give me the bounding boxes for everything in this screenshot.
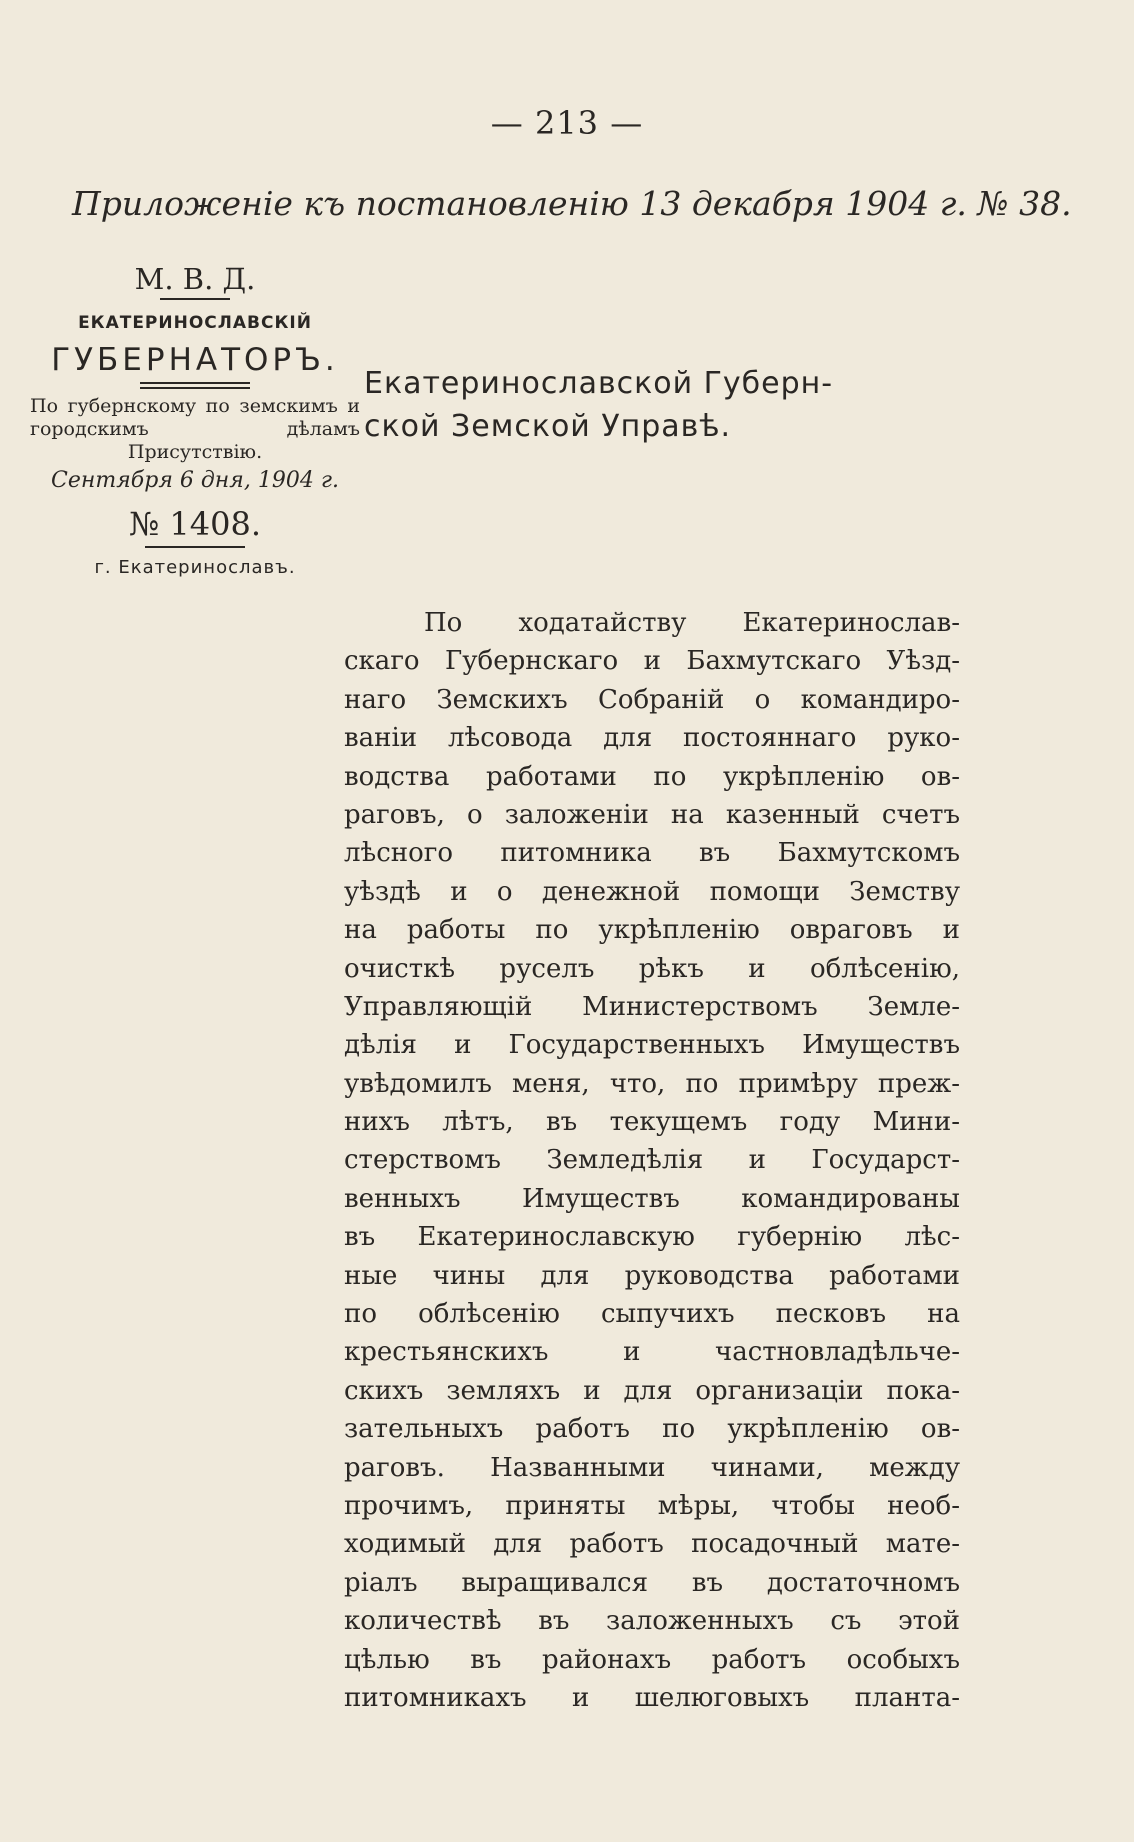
body-line: нихъ лѣтъ, въ текущемъ году Мини- — [344, 1107, 960, 1138]
body-line: зательныхъ работъ по укрѣпленію ов- — [344, 1414, 960, 1445]
addressee-line: Екатеринославской Губерн- — [364, 366, 834, 401]
body-line: скаго Губернскаго и Бахмутскаго Уѣзд- — [344, 646, 960, 677]
body-line: по облѣсенію сыпучихъ песковъ на — [344, 1299, 960, 1330]
body-line: ваніи лѣсовода для постояннаго руко- — [344, 723, 960, 754]
governor-city: ЕКАТЕРИНОСЛАВСКІЙ — [78, 313, 312, 333]
governor-title: ГУБЕРНАТОРЪ. — [51, 342, 339, 378]
letterhead — [30, 262, 360, 580]
body-line: скихъ земляхъ и для организаціи пока- — [344, 1375, 960, 1406]
body-line: лѣсного питомника въ Бахмутскомъ — [344, 838, 960, 869]
body-line: наго Земскихъ Собраній о командиро- — [344, 684, 960, 715]
letter-body — [344, 604, 960, 1717]
body-line: на работы по укрѣпленію овраговъ и — [344, 915, 960, 946]
body-line: цѣлью въ районахъ работъ особыхъ — [344, 1644, 960, 1675]
governor-double-rule — [140, 382, 250, 389]
letter-number: № 1408. — [128, 505, 262, 543]
body-line: въ Екатеринославскую губернію лѣс- — [344, 1222, 960, 1253]
appendix-title: Приложеніе къ постановленію 13 декабря 1904 г. № 38. — [72, 184, 1072, 223]
body-line: ходимый для работъ посадочный мате- — [344, 1529, 960, 1560]
body-line: По ходатайству Екатеринослав- — [424, 608, 960, 638]
number-rule — [145, 546, 245, 548]
body-line: уѣздѣ и о денежной помощи Земству — [344, 876, 960, 907]
department-name: По губернскому по земскимъ и городскимъ дѣламъ Присутствію. — [30, 395, 360, 463]
body-line: Управляющій Министерствомъ Земле- — [344, 991, 960, 1022]
letter-date: Сентября 6 дня, 1904 г. — [51, 468, 339, 493]
body-line: дѣлія и Государственныхъ Имуществъ — [344, 1030, 960, 1061]
body-line: прочимъ, приняты мѣры, чтобы необ- — [344, 1490, 960, 1521]
letter-city: г. Екатеринославъ. — [94, 557, 296, 578]
body-line: очисткѣ руселъ рѣкъ и облѣсенію, — [344, 953, 960, 984]
body-line: ные чины для руководства работами — [344, 1260, 960, 1291]
addressee-line: ской Земской Управѣ. — [364, 409, 732, 444]
body-line: количествѣ въ заложенныхъ съ этой — [344, 1606, 960, 1637]
page-number: — 213 — — [490, 104, 644, 142]
ministry-abbreviation: М. В. Д. — [134, 262, 256, 296]
body-line: раговъ. Названными чинами, между — [344, 1452, 960, 1483]
body-line: крестьянскихъ и частновладѣльче- — [344, 1337, 960, 1368]
body-line: венныхъ Имуществъ командированы — [344, 1183, 960, 1214]
ministry-rule — [160, 298, 230, 300]
body-line: ріалъ выращивался въ достаточномъ — [344, 1567, 960, 1598]
body-line: увѣдомилъ меня, что, по примѣру преж- — [344, 1068, 960, 1099]
body-line: питомникахъ и шелюговыхъ планта- — [344, 1682, 960, 1713]
body-line: водства работами по укрѣпленію ов- — [344, 761, 960, 792]
body-line: стерствомъ Земледѣлія и Государст- — [344, 1145, 960, 1176]
addressee — [364, 362, 964, 448]
body-line: раговъ, о заложеніи на казенный счетъ — [344, 799, 960, 830]
